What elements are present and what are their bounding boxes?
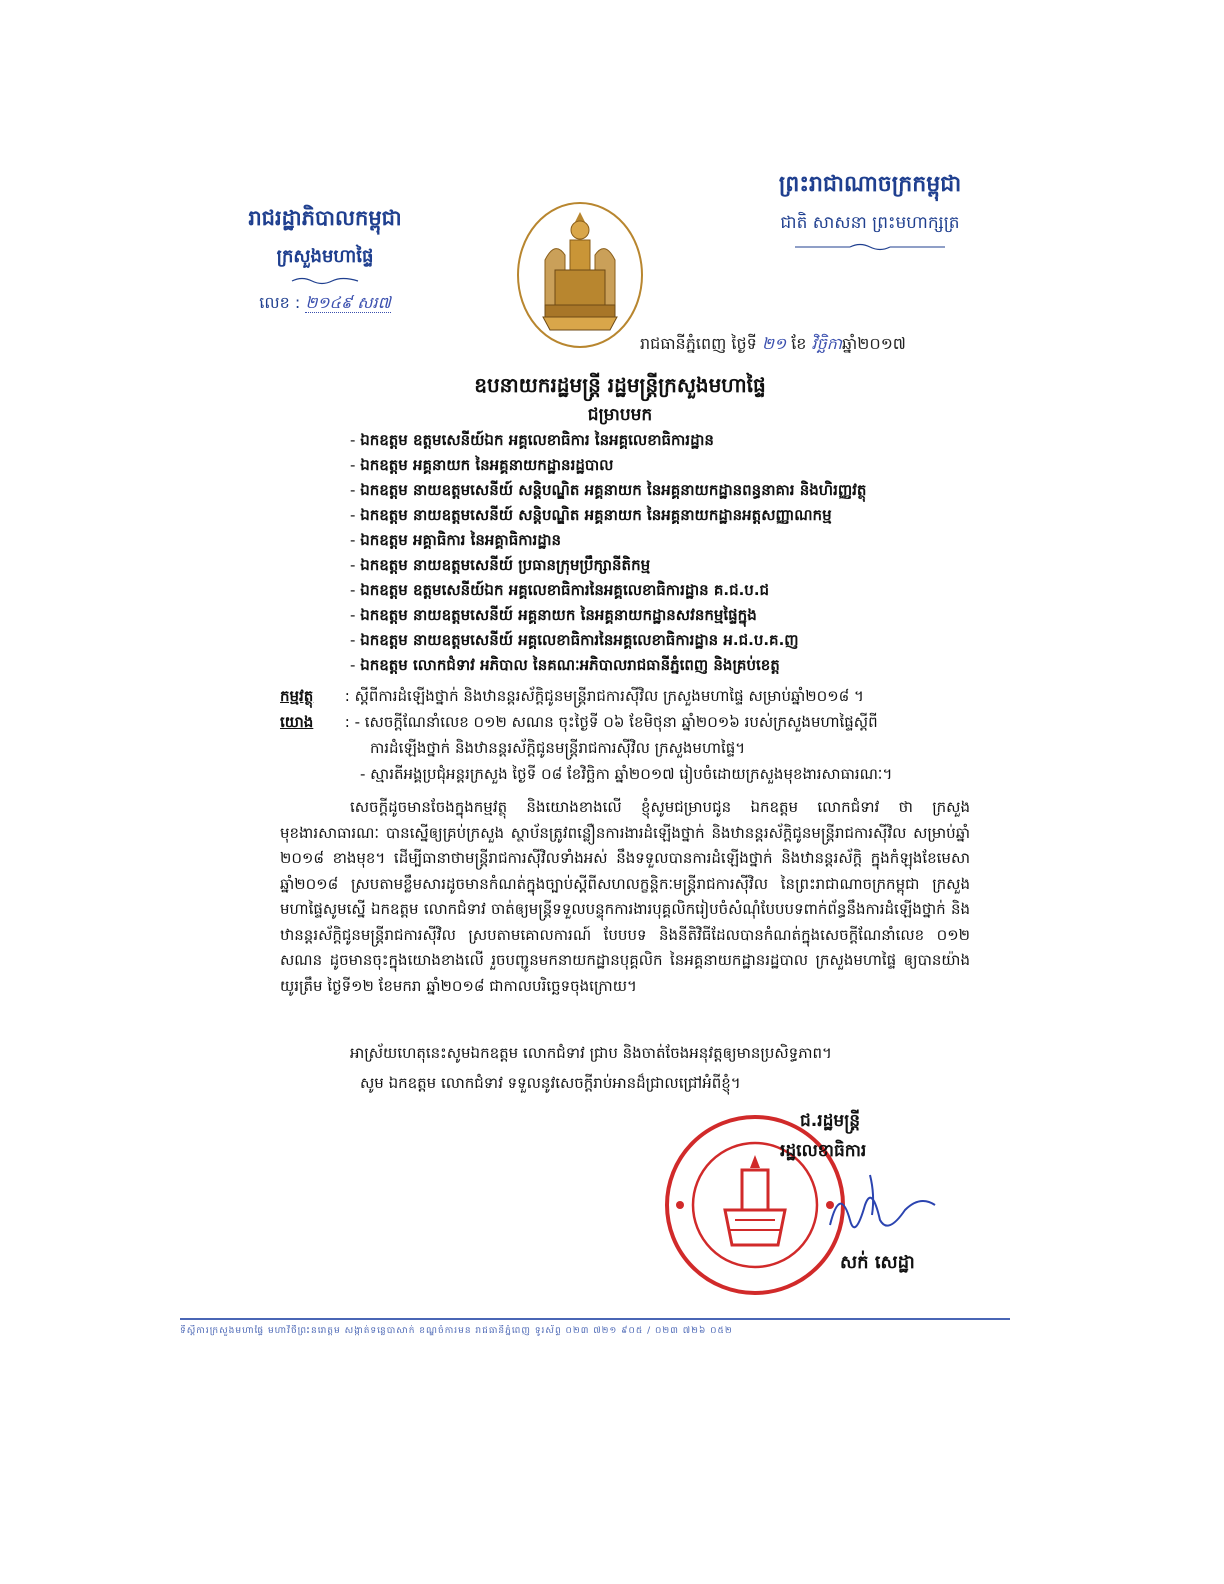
recipient-item: - ឯកឧត្តម នាយឧត្តមសេនីយ៍ ប្រធានក្រុមប្រឹក្សានីតិកម្ម [350,553,960,578]
letter-title: ឧបនាយករដ្ឋមន្ត្រី រដ្ឋមន្ត្រីក្រសួងមហាផ្ទៃ [474,373,766,397]
date-day: ២១ [761,334,787,353]
recipient-item: - ឯកឧត្តម នាយឧត្តមសេនីយ៍ សន្តិបណ្ឌិត អគ្គនាយក នៃអគ្គនាយកដ្ឋានអត្តសញ្ញាណកម្ម [350,503,960,528]
kingdom-name: ព្រះរាជាណាចក្រកម្ពុជា [778,172,962,197]
reference-line-2: ការដំឡើងថ្នាក់ និងឋានន្តរស័ក្តិជូនមន្ត្រីរាជការស៊ីវិល ក្រសួងមហាផ្ទៃ។ [370,739,746,757]
recipient-item: - ឯកឧត្តម លោកជំទាវ អភិបាល នៃគណៈអភិបាលរាជធានីភ្នំពេញ និងគ្រប់ខេត្ត [350,653,960,678]
reference-block [280,709,970,787]
reference-line-3: - ស្មារតីអង្គប្រជុំអន្តរក្រសួង ថ្ងៃទី ០៨ ខែវិច្ឆិកា ឆ្នាំ២០១៧ រៀបចំដោយក្រសួងមុខងារសាធារណៈ។ [360,765,893,783]
subject-text: : ស្តីពីការដំឡើងថ្នាក់ និងឋានន្តរស័ក្តិជូនមន្ត្រីរាជការស៊ីវិល ក្រសួងមហាផ្ទៃ សម្រាប់ឆ្នាំ២០១៨ ។ [344,687,864,705]
recipient-item: - ឯកឧត្តម នាយឧត្តមសេនីយ៍ សន្តិបណ្ឌិត អគ្គនាយក នៃអគ្គនាយកដ្ឋានពន្ធនាគារ និងហិរញ្ញវត្ថុ [350,478,960,503]
ornament-divider-icon [795,242,945,252]
letter-body [280,795,970,999]
reference-line [280,709,970,735]
ornament-small-icon [290,276,360,286]
footer-address: ទីស្តីការក្រសួងមហាផ្ទៃ មហាវិថីព្រះនរោត្តម សង្កាត់ទន្លេបាសាក់ ខណ្ឌចំការមន រាជធានីភ្នំពេញ ទូរស័ព្ទ ០២៣ ៧២១ ៩០៥ / ០២៣ ៧២៦ ០៥២ [180,1326,733,1336]
recipient-item: - ឯកឧត្តម អគ្គនាយក នៃអគ្គនាយកដ្ឋានរដ្ឋបាល [350,453,960,478]
subject-line [280,683,970,709]
closing-block [280,1038,970,1098]
date-month: វិច្ឆិកា [811,334,843,353]
date-year: ឆ្នាំ២០១៧ [842,334,906,353]
closing-line-1: អាស្រ័យហេតុនេះសូមឯកឧត្តម លោកជំទាវ ជ្រាប និងចាត់ចែងអនុវត្តឲ្យមានប្រសិទ្ធភាព។ [350,1044,832,1062]
government-name: រាជរដ្ឋាភិបាលកម្ពុជា [248,206,402,230]
date-prefix: រាជធានីភ្នំពេញ ថ្ងៃទី [640,334,757,353]
recipient-item: - ឯកឧត្តម ឧត្តមសេនីយ៍ឯក អគ្គលេខាធិការនៃអគ្គលេខាធិការដ្ឋាន គ.ជ.ប.ជ [350,578,960,603]
ministry-header [205,205,445,316]
subject-label: កម្មវត្ថុ [280,687,314,705]
signature-title-1: ជ.រដ្ឋមន្ត្រី [800,1111,861,1131]
date-line [640,333,990,357]
recipient-item: - ឯកឧត្តម អគ្គាធិការ នៃអគ្គាធិការដ្ឋាន [350,528,960,553]
reference-label: លេខ : [259,293,301,312]
ministry-name: ក្រសួងមហាផ្ទៃ [276,246,374,267]
recipient-item: - ឯកឧត្តម នាយឧត្តមសេនីយ៍ អគ្គនាយក នៃអគ្គនាយកដ្ឋានសវនកម្មផ្ទៃក្នុង [350,603,960,628]
signature-block [660,1110,960,1300]
handwritten-signature-icon [810,1165,940,1255]
reference-line-1: : - សេចក្តីណែនាំលេខ ០១២ សណន ចុះថ្ងៃទី ០៦ ខែមិថុនា ឆ្នាំ២០១៦ របស់ក្រសួងមហាផ្ទៃស្តីពី [344,713,878,731]
national-motto: ជាតិ សាសនា ព្រះមហាក្សត្រ [780,213,960,233]
closing-line-2: សូម ឯកឧត្តម លោកជំទាវ ទទួលនូវសេចក្តីរាប់អានដ៏ជ្រាលជ្រៅអំពីខ្ញុំ។ [360,1074,741,1092]
kingdom-header [725,170,1015,256]
reference-value: ២១៤៩ សរ៧ [305,293,391,312]
letter-greeting: ជម្រាបមក [587,405,653,425]
recipient-item: - ឯកឧត្តម នាយឧត្តមសេនីយ៍ អគ្គលេខាធិការនៃអគ្គលេខាធិការដ្ឋាន អ.ជ.ប.គ.ញ [350,628,960,653]
recipient-list [350,428,960,678]
national-emblem-icon [515,200,645,350]
body-paragraph: សេចក្តីដូចមានចែងក្នុងកម្មវត្ថុ និងយោងខាងលើ ខ្ញុំសូមជម្រាបជូន ឯកឧត្តម លោកជំទាវ ថា ក្រសួងមុខងារសាធារណៈ បានស្នើឲ្យគ្រប់ក្រសួង ស្ថាប័នត្រូវពន្លឿនការងារដំឡើងថ្នាក់ និងឋានន្តរស័ក្តិជូនមន្ត្រីរាជការស៊ីវិល សម្រាប់ឆ្នាំ ២០១៨ ខាងមុខ។ ដើម្បីធានាថាមន្ត្រីរាជការស៊ីវិលទាំងអស់ នឹងទទួលបានការដំឡើងថ្នាក់ និងឋានន្តរស័ក្តិ ក្នុងកំឡុងខែមេសា ឆ្នាំ២០១៨ ស្របតាមខ្លឹមសារដូចមានកំណត់ក្នុងច្បាប់ស្តីពីសហលក្ខន្តិកៈមន្ត្រីរាជការស៊ីវិល នៃព្រះរាជាណាចក្រកម្ពុជា ក្រសួងមហាផ្ទៃសូមស្នើ ឯកឧត្តម លោកជំទាវ ចាត់ឲ្យមន្ត្រីទទួលបន្ទុកការងារបុគ្គលិករៀបចំសំណុំបែបបទពាក់ព័ន្ធនឹងការដំឡើងថ្នាក់ និងឋានន្តរស័ក្តិជូនមន្ត្រីរាជការស៊ីវិល ស្របតាមគោលការណ៍ បែបបទ និងនីតិវិធីដែលបានកំណត់ក្នុងសេចក្តីណែនាំលេខ ០១២ សណន ដូចមានចុះក្នុងយោងខាងលើ រួចបញ្ជូនមកនាយកដ្ឋានបុគ្គលិក នៃអគ្គនាយកដ្ឋានរដ្ឋបាល ក្រសួងមហាផ្ទៃ ឲ្យបានយ៉ាងយូរត្រឹម ថ្ងៃទី១២ ខែមករា ឆ្នាំ២០១៨ ជាកាលបរិច្ឆេទចុងក្រោយ។ [280,798,970,995]
signatory-name: សក់ សេដ្ឋា [840,1252,915,1273]
recipient-item: - ឯកឧត្តម ឧត្តមសេនីយ៍ឯក អគ្គលេខាធិការ នៃអគ្គលេខាធិការដ្ឋាន [350,428,960,453]
signature-title-2: រដ្ឋលេខាធិការ [780,1141,867,1161]
date-month-label: ខែ [791,334,807,353]
reference-number [205,292,445,316]
reference-block-label: យោង [280,713,314,731]
footer-divider [180,1318,1010,1320]
